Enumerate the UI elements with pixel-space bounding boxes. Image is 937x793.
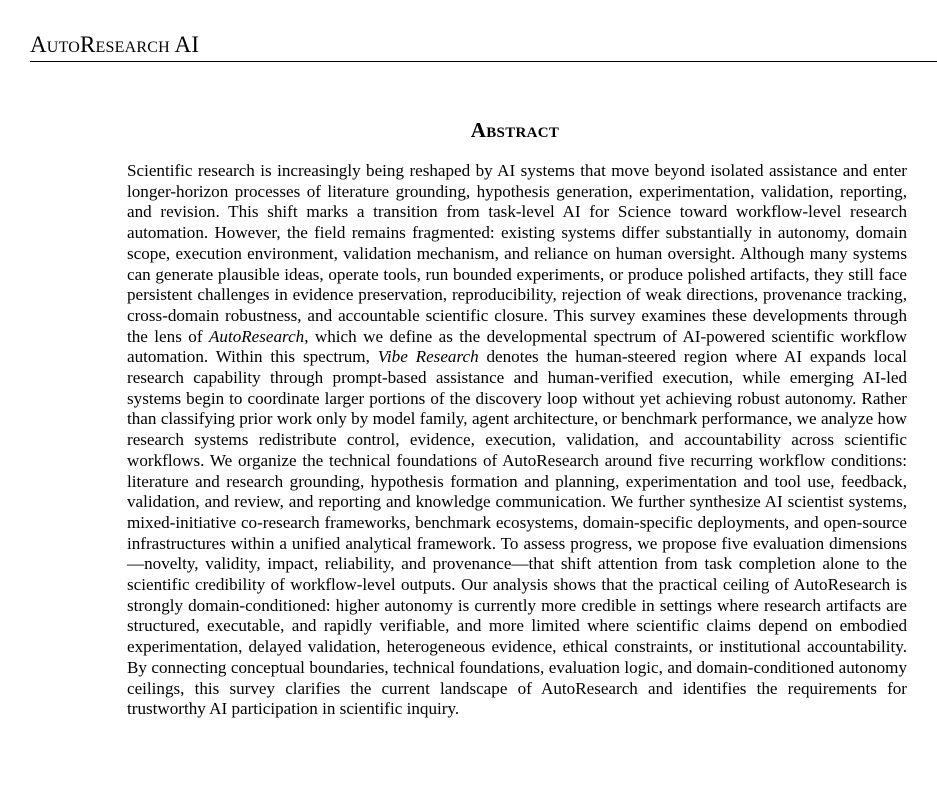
abstract-text-part-1: Scientific research is increasingly being reshaped by AI systems that move beyond isolated assistance and enter longer-horizon processes of literature grounding, hypothesis generation, experimentation, validation, reporting, and revision. This shift marks a transition from task-level AI for Science toward workflow-level research automation. However, the field remains fragmented: existing systems differ substantially in autonomy, domain scope, execution environment, validation mechanism, and reliance on human oversight. Although many systems can generate plausible ideas, operate tools, run bounded experiments, or produce polished artifacts, they still face persistent challenges in evidence preservation, reproducibility, rejection of weak directions, provenance tracking, cross-domain robustness, and accountable scientific closure. This survey examines these developments through the lens of [127,161,907,346]
running-header-title: AutoResearch AI [30,32,200,57]
abstract-text-part-2: , which we define as the developmental spectrum of AI-powered scientific workflow automation. Within this spectrum, [127,326,908,367]
abstract-term-vibe-research: Vibe Research [377,347,479,367]
abstract-term-autoresearch: AutoResearch [208,326,305,346]
abstract-body [127,161,907,720]
running-header [30,32,937,62]
abstract-text-part-3: denotes the human-steered region where AI expands local research capability through prompt-based assistance and human-verified execution, while emerging AI-led systems begin to coordinate larger portions of the discovery loop without yet achieving robust autonomy. Rather than classifying prior work only by model family, agent architecture, or benchmark performance, we analyze how research systems redistribute control, evidence, execution, validation, and accountability across scientific workflows. We organize the technical foundations of AutoResearch around five recurring workflow conditions: literature and research grounding, hypothesis formation and planning, experimentation and tool use, feedback, validation, and review, and reporting and knowledge communication. We further synthesize AI scientist systems, mixed-initiative co-research frameworks, benchmark ecosystems, domain-specific deployments, and open-source infrastructures within a unified analytical framework. To assess progress, we propose five evaluation dimensions—novelty, validity, impact, reliability, and provenance—that shift attention from task completion alone to the scientific credibility of workflow-level outputs. Our analysis shows that the practical ceiling of AutoResearch is strongly domain-conditioned: higher autonomy is currently more credible in settings where research artifacts are structured, executable, and rapidly verifiable, and more limited where scientific claims depend on embodied experimentation, delayed validation, heterogeneous evidence, ethical constraints, or institutional accountability. By connecting conceptual boundaries, technical foundations, evaluation logic, and domain-conditioned autonomy ceilings, this survey clarifies the current landscape of AutoResearch and identifies the requirements for trustworthy AI participation in scientific inquiry. [127,347,907,719]
abstract-heading: Abstract [470,118,560,142]
